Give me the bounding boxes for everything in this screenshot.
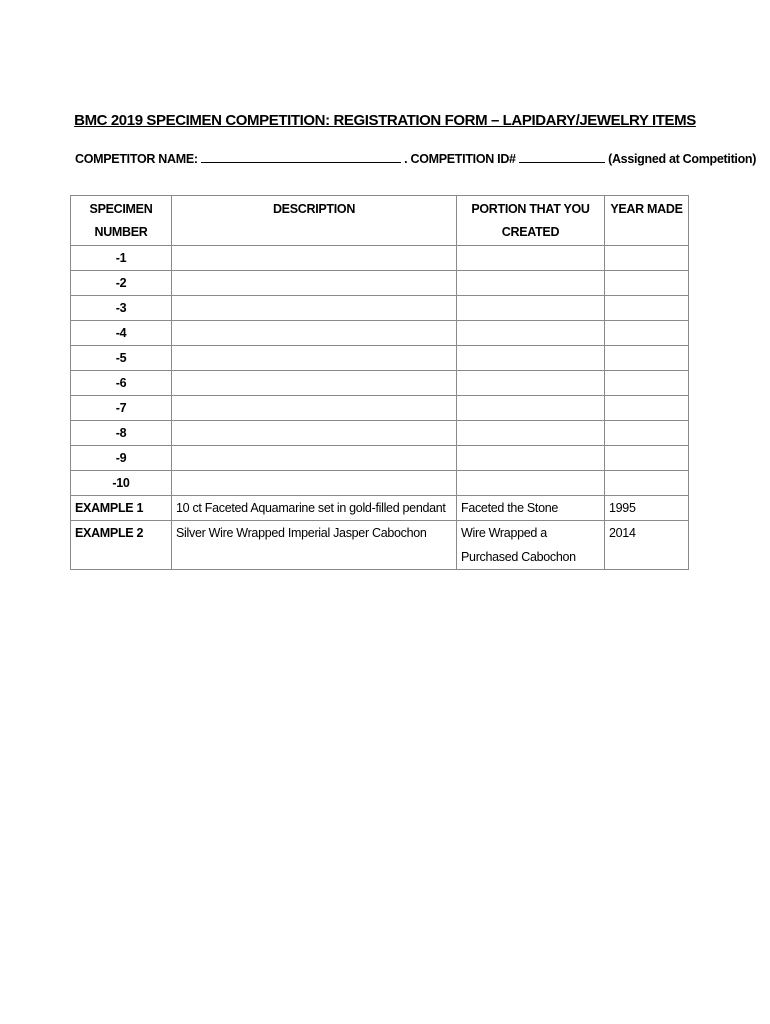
- table-row: [71, 396, 689, 421]
- portion-cell[interactable]: [457, 396, 605, 421]
- year-cell[interactable]: [605, 296, 689, 321]
- header-portion-created: PORTION THAT YOU CREATED: [457, 196, 605, 246]
- registration-table: [70, 195, 689, 570]
- year-cell[interactable]: [605, 446, 689, 471]
- table-row: [71, 346, 689, 371]
- example-portion-text: Wire Wrapped a Purchased Cabochon: [461, 526, 576, 564]
- year-cell[interactable]: [605, 246, 689, 271]
- header-specimen-number: SPECIMEN NUMBER: [71, 196, 172, 246]
- description-cell[interactable]: [172, 246, 457, 271]
- table-header-row: [71, 196, 689, 246]
- specimen-number-cell: -7: [71, 396, 172, 421]
- description-cell[interactable]: [172, 371, 457, 396]
- specimen-number-cell: -9: [71, 446, 172, 471]
- specimen-number-cell: -6: [71, 371, 172, 396]
- competition-id-note: (Assigned at Competition): [608, 152, 757, 166]
- example-year: 2014: [605, 521, 689, 570]
- portion-cell[interactable]: [457, 321, 605, 346]
- description-cell[interactable]: [172, 396, 457, 421]
- header-description: DESCRIPTION: [172, 196, 457, 246]
- year-cell[interactable]: [605, 271, 689, 296]
- description-cell[interactable]: [172, 471, 457, 496]
- specimen-number-cell: -2: [71, 271, 172, 296]
- table-row: [71, 296, 689, 321]
- table-row: [71, 446, 689, 471]
- table-row: [71, 246, 689, 271]
- competitor-name-label: COMPETITOR NAME:: [75, 152, 198, 166]
- example-description: 10 ct Faceted Aquamarine set in gold-filled pendant: [172, 496, 457, 521]
- portion-cell[interactable]: [457, 421, 605, 446]
- header-year-made: YEAR MADE: [605, 196, 689, 246]
- specimen-number-cell: -8: [71, 421, 172, 446]
- description-cell[interactable]: [172, 321, 457, 346]
- specimen-number-cell: -4: [71, 321, 172, 346]
- portion-cell[interactable]: [457, 371, 605, 396]
- competition-id-label: . COMPETITION ID#: [404, 152, 516, 166]
- specimen-number-cell: -10: [71, 471, 172, 496]
- example-description: Silver Wire Wrapped Imperial Jasper Cabochon: [172, 521, 457, 570]
- example-row-2: [71, 521, 689, 570]
- portion-cell[interactable]: [457, 246, 605, 271]
- competition-id-blank[interactable]: [519, 150, 605, 163]
- form-title: BMC 2019 SPECIMEN COMPETITION: REGISTRATION FORM – LAPIDARY/JEWELRY ITEMS: [74, 112, 696, 129]
- competitor-info-line: [75, 150, 757, 166]
- description-cell[interactable]: [172, 446, 457, 471]
- table-row: [71, 421, 689, 446]
- table-row: [71, 321, 689, 346]
- portion-cell[interactable]: [457, 271, 605, 296]
- year-cell[interactable]: [605, 471, 689, 496]
- competitor-name-blank[interactable]: [201, 150, 401, 163]
- table-row: [71, 471, 689, 496]
- example-portion: [457, 521, 605, 570]
- year-cell[interactable]: [605, 346, 689, 371]
- table-row: [71, 371, 689, 396]
- year-cell[interactable]: [605, 321, 689, 346]
- year-cell[interactable]: [605, 371, 689, 396]
- example-label: EXAMPLE 1: [71, 496, 172, 521]
- portion-cell[interactable]: [457, 346, 605, 371]
- portion-cell[interactable]: [457, 446, 605, 471]
- description-cell[interactable]: [172, 296, 457, 321]
- specimen-number-cell: -3: [71, 296, 172, 321]
- year-cell[interactable]: [605, 421, 689, 446]
- description-cell[interactable]: [172, 346, 457, 371]
- table-row: [71, 271, 689, 296]
- portion-cell[interactable]: [457, 296, 605, 321]
- specimen-number-cell: -1: [71, 246, 172, 271]
- description-cell[interactable]: [172, 271, 457, 296]
- year-cell[interactable]: [605, 396, 689, 421]
- portion-cell[interactable]: [457, 471, 605, 496]
- example-row-1: [71, 496, 689, 521]
- specimen-number-cell: -5: [71, 346, 172, 371]
- example-year: 1995: [605, 496, 689, 521]
- example-label: EXAMPLE 2: [71, 521, 172, 570]
- description-cell[interactable]: [172, 421, 457, 446]
- example-portion: Faceted the Stone: [457, 496, 605, 521]
